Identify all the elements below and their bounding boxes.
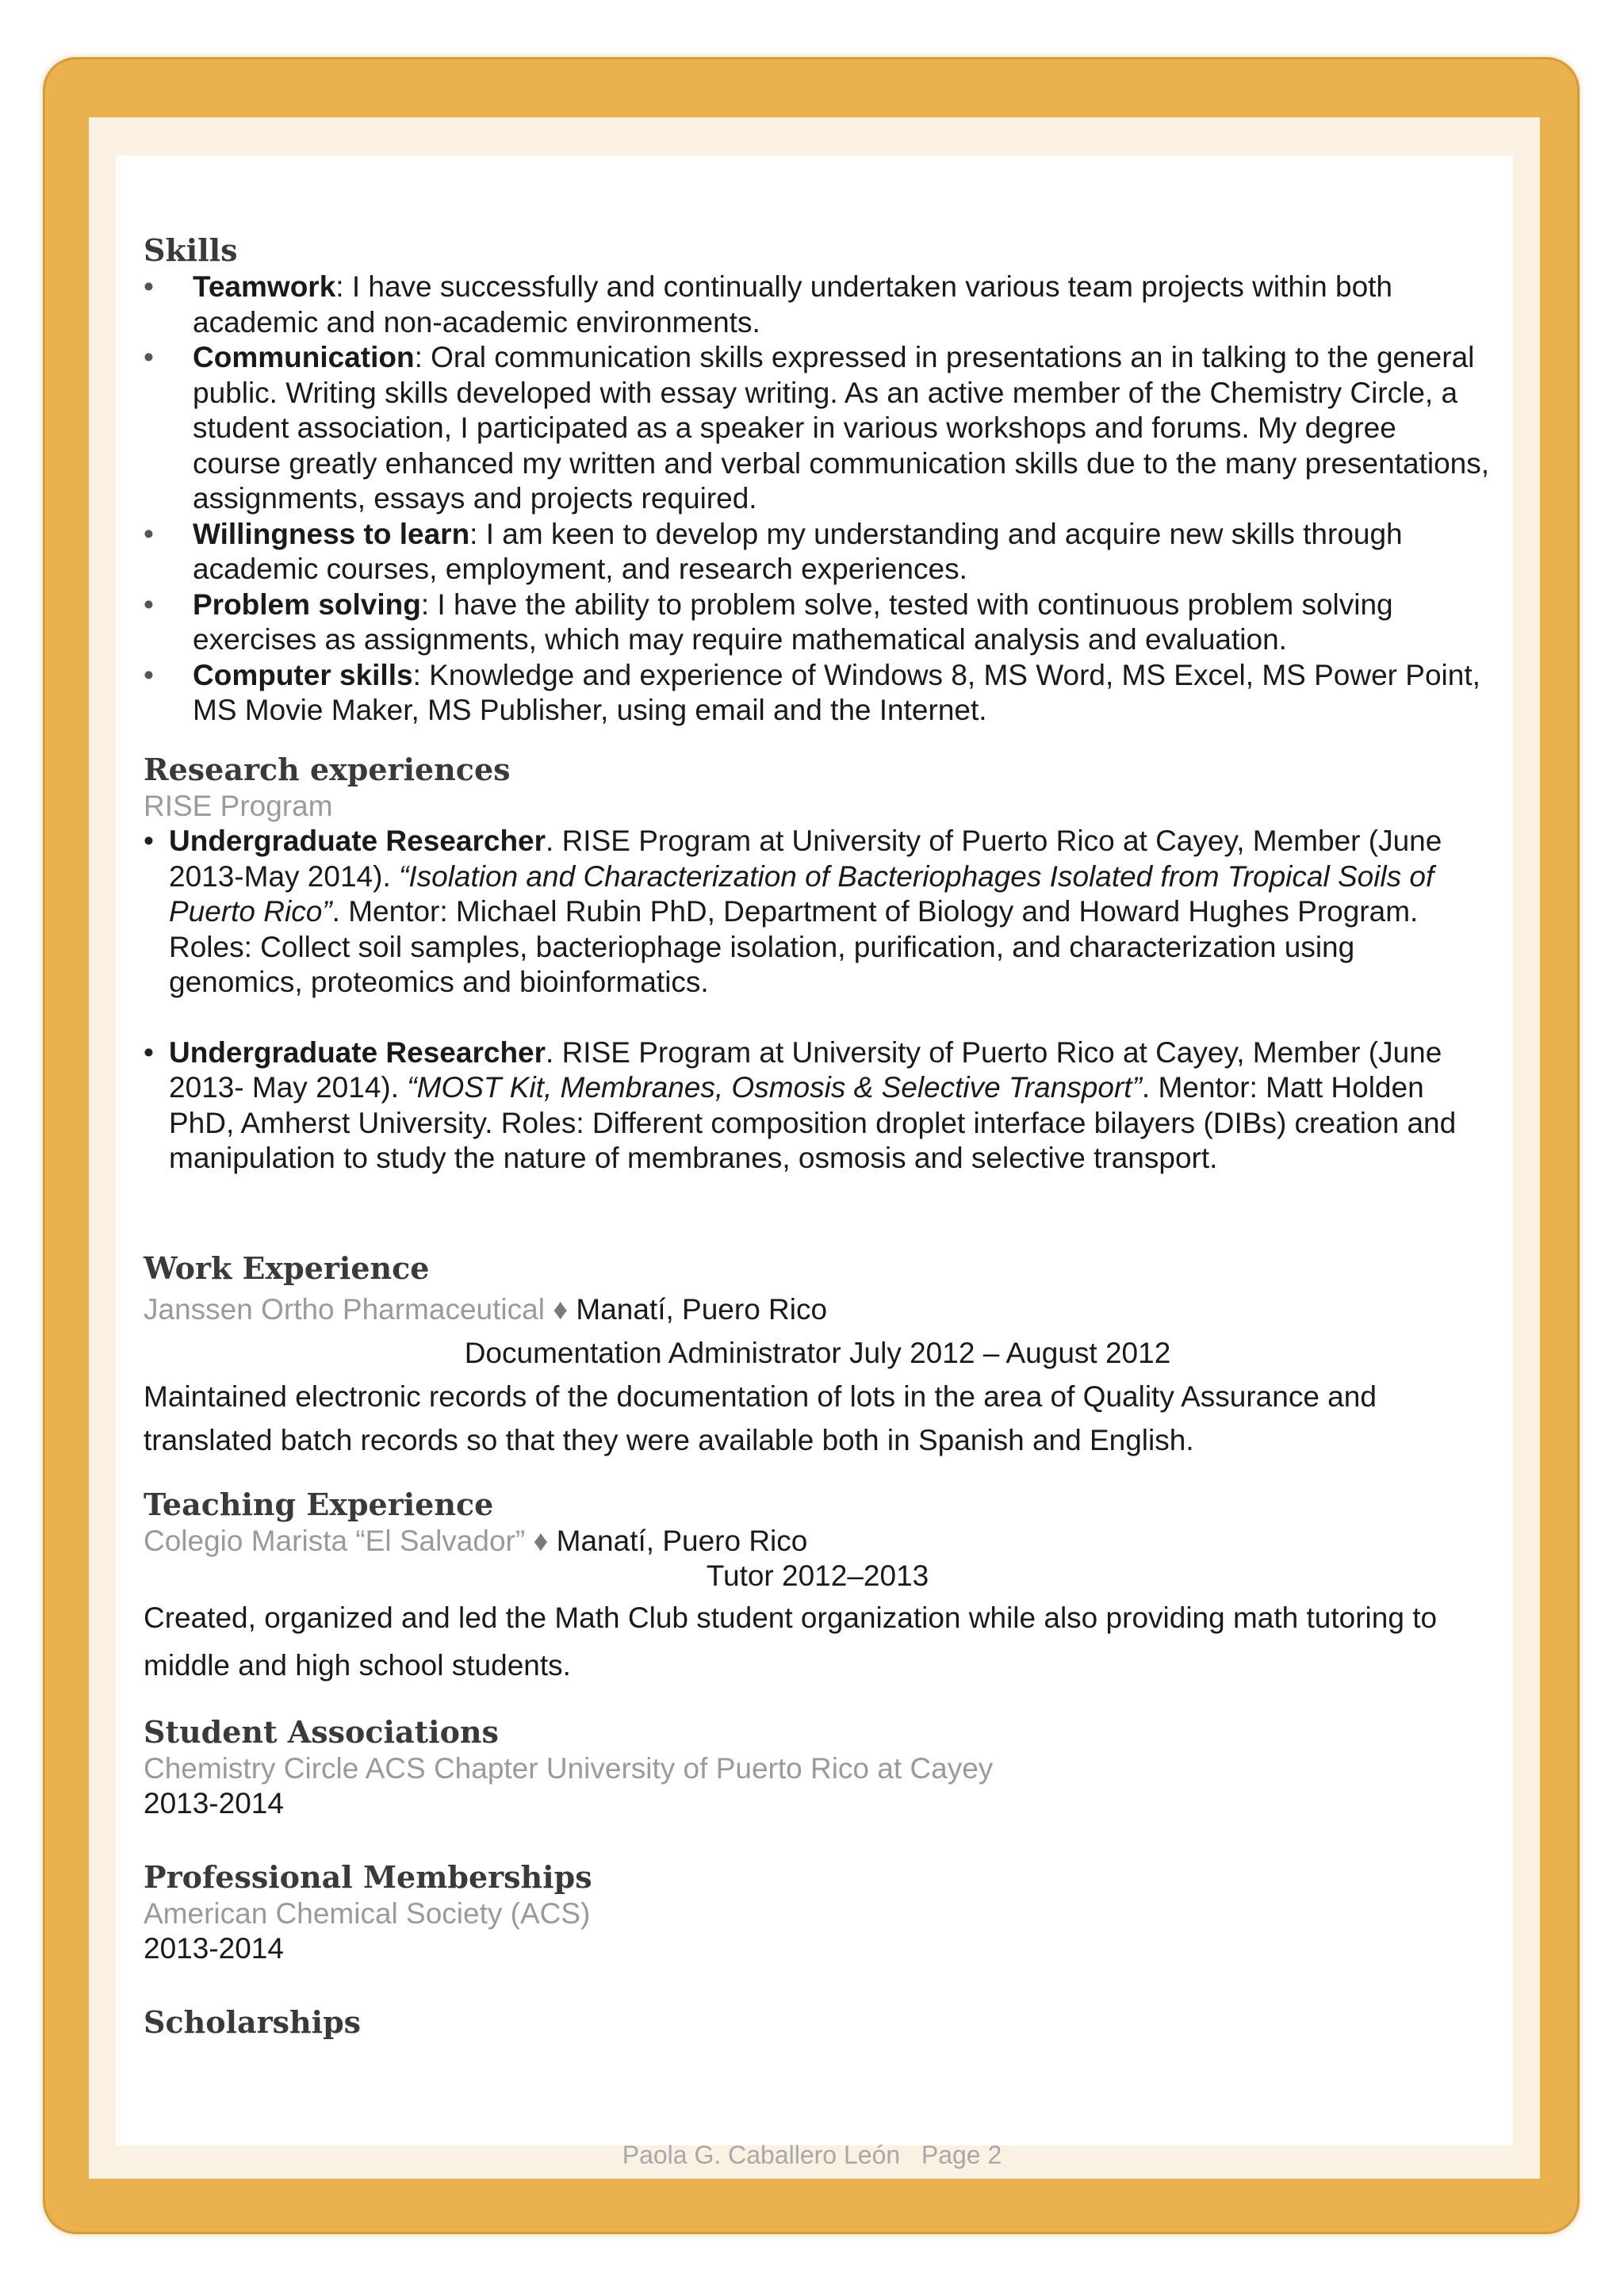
skill-title: Communication xyxy=(193,341,415,373)
work-heading: Work Experience xyxy=(144,1249,430,1286)
skill-item-problem-solving xyxy=(144,587,1492,658)
teaching-location: Manatí, Puero Rico xyxy=(556,1524,808,1557)
research-role: Undergraduate Researcher xyxy=(169,825,546,857)
teaching-heading: Teaching Experience xyxy=(144,1486,494,1522)
research-text: . Mentor: Matt Holden PhD, Amherst University. Roles: Different composition droplet interface bilayers (DIBs) creation and manipulation to study the nature of membranes, osmosis and selective transport. xyxy=(169,1071,1457,1174)
skill-text: : Knowledge and experience of Windows 8, MS Word, MS Excel, MS Power Point, MS Movie Maker, MS Publisher, using email and the Internet. xyxy=(193,658,1480,726)
skill-text: : Oral communication skills expressed in presentations an in talking to the general public. Writing skills developed with essay writing. As an active member of the Chemistry Circle, a student association, I participated as a speaker in various workshops and forums. My degree course greatly enhanced my written and verbal communication skills due to the many presentations, assignments, essays and projects required. xyxy=(193,341,1490,515)
skill-text: : I have successfully and continually undertaken various team projects within both academic and non-academic environments. xyxy=(193,270,1393,339)
scholarships-heading: Scholarships xyxy=(144,2003,362,2040)
resume-content xyxy=(144,232,1492,2042)
work-section xyxy=(144,1249,1492,1462)
footer-author: Paola G. Caballero León xyxy=(622,2141,901,2169)
research-list xyxy=(144,824,1492,1177)
teaching-section xyxy=(144,1486,1492,1689)
skill-title: Computer skills xyxy=(193,658,413,691)
diamond-separator-icon: ♦ xyxy=(544,1292,576,1326)
research-item xyxy=(144,1035,1492,1177)
memberships-section xyxy=(144,1858,1492,1967)
skills-list xyxy=(144,270,1492,729)
research-text: . Mentor: Michael Rubin PhD, Department of Biology and Howard Hughes Program. Roles: Collect soil samples, bacteriophage isolation, purification, and characterization using genomics, proteomics and bioinformatics. xyxy=(169,895,1419,998)
work-location: Manatí, Puero Rico xyxy=(576,1292,828,1326)
teaching-description: Created, organized and led the Math Club student organization while also providing math tutoring to middle and high school students. xyxy=(144,1601,1438,1682)
research-text: . RISE Program at University of Puerto Rico at Cayey, Member (June 2013- May 2014). xyxy=(169,1035,1442,1104)
research-heading: Research experiences xyxy=(144,751,511,787)
skill-item-computer xyxy=(144,658,1492,729)
work-employer: Janssen Ortho Pharmaceutical xyxy=(144,1292,545,1326)
work-description: Maintained electronic records of the documentation of lots in the area of Quality Assurance and translated batch records so that they were available both in Spanish and English. xyxy=(144,1380,1377,1456)
footer-page-number: Page 2 xyxy=(921,2141,1002,2169)
skill-text: : I have the ability to problem solve, tested with continuous problem solving exercises as assignments, which may require mathematical analysis and evaluation. xyxy=(193,587,1393,656)
skill-title: Problem solving xyxy=(193,587,421,621)
skill-item-willingness xyxy=(144,517,1492,587)
teaching-employer-line xyxy=(144,1524,1492,1559)
research-item xyxy=(144,824,1492,1001)
work-employer-line xyxy=(144,1288,1492,1331)
research-role: Undergraduate Researcher xyxy=(169,1035,546,1069)
skill-item-communication xyxy=(144,340,1492,517)
skill-title: Willingness to learn xyxy=(193,517,470,550)
teaching-employer: Colegio Marista “El Salvador” xyxy=(144,1524,526,1557)
scholarships-section xyxy=(144,2003,1492,2042)
research-section xyxy=(144,751,1492,1177)
teaching-position: Tutor 2012–2013 xyxy=(706,1559,929,1592)
association-org: Chemistry Circle ACS Chapter University of Puerto Rico at Cayey xyxy=(144,1751,994,1785)
associations-heading: Student Associations xyxy=(144,1713,499,1750)
research-project: “Isolation and Characterization of Bacteriophages Isolated from Tropical Soils of Puerto Rico” xyxy=(169,859,1434,928)
skill-title: Teamwork xyxy=(193,270,336,303)
membership-org: American Chemical Society (ACS) xyxy=(144,1896,591,1930)
skills-heading: Skills xyxy=(144,232,238,268)
association-years: 2013-2014 xyxy=(144,1787,284,1820)
work-position: Documentation Administrator July 2012 – August 2012 xyxy=(464,1336,1171,1369)
memberships-heading: Professional Memberships xyxy=(144,1858,592,1895)
page-footer xyxy=(0,2141,1624,2170)
skill-text: : I am keen to develop my understanding and acquire new skills through academic courses, employment, and research experiences. xyxy=(193,517,1403,585)
membership-years: 2013-2014 xyxy=(144,1932,284,1965)
skill-item-teamwork xyxy=(144,270,1492,340)
research-text: . RISE Program at University of Puerto Rico at Cayey, Member (June 2013-May 2014). xyxy=(169,825,1442,893)
skills-section xyxy=(144,232,1492,729)
associations-section xyxy=(144,1713,1492,1822)
research-program: RISE Program xyxy=(144,789,333,822)
research-project: “MOST Kit, Membranes, Osmosis & Selective Transport” xyxy=(407,1071,1142,1104)
diamond-separator-icon: ♦ xyxy=(525,1524,557,1557)
